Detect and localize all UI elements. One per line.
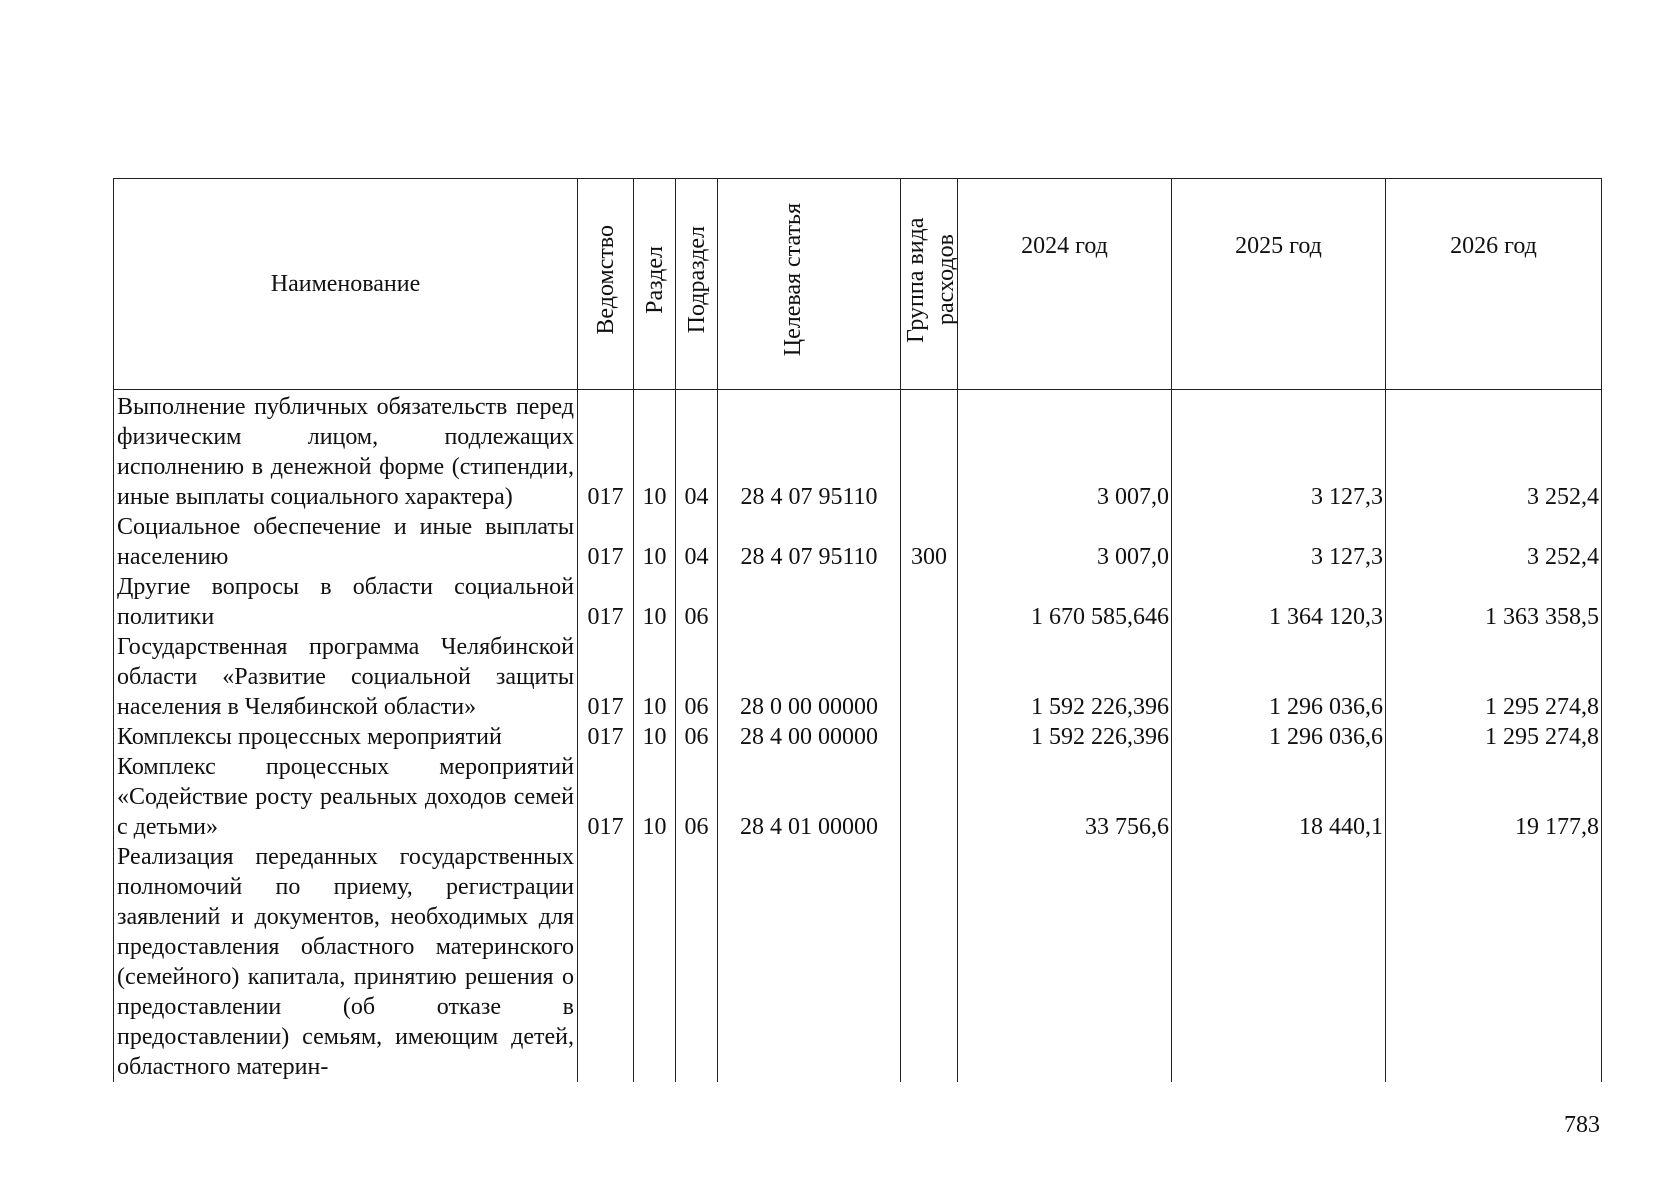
row-value-2025: 1 296 036,6	[1172, 722, 1386, 752]
table-row	[114, 512, 1602, 572]
row-expense-group	[901, 632, 958, 722]
row-expense-group	[901, 842, 958, 1082]
row-value-2025: 18 440,1	[1172, 752, 1386, 842]
header-department-label: Ведомство	[592, 225, 619, 335]
row-value-2025: 1 296 036,6	[1172, 632, 1386, 722]
header-expense-group-label: Группа вида расходов	[903, 217, 959, 343]
row-department: 017	[578, 752, 634, 842]
row-expense-group	[901, 722, 958, 752]
row-target-article: 28 0 00 00000	[718, 632, 901, 722]
row-target-article: 28 4 01 00000	[718, 752, 901, 842]
header-section	[634, 179, 676, 390]
row-name: Комплексы процессных мероприятий	[114, 722, 578, 752]
row-subsection: 06	[676, 632, 718, 722]
row-subsection: 06	[676, 752, 718, 842]
row-subsection: 04	[676, 512, 718, 572]
row-value-2025	[1172, 842, 1386, 1082]
header-year-2026: 2026 год	[1386, 179, 1602, 390]
row-name: Выполнение публичных обязательств перед физическим лицом, подлежащих исполнению в денежной форме (стипендии, иные выплаты социального характера)	[114, 390, 578, 513]
row-department: 017	[578, 632, 634, 722]
row-name: Комплекс процессных мероприятий «Содействие росту реальных доходов семей с детьми»	[114, 752, 578, 842]
row-name: Государственная программа Челябинской области «Развитие социальной защиты населения в Челябинской области»	[114, 632, 578, 722]
table-row	[114, 722, 1602, 752]
row-subsection: 04	[676, 390, 718, 513]
row-value-2025: 1 364 120,3	[1172, 572, 1386, 632]
row-value-2024	[958, 842, 1172, 1082]
row-expense-group	[901, 572, 958, 632]
row-name: Социальное обеспечение и иные выплаты населению	[114, 512, 578, 572]
row-value-2025: 3 127,3	[1172, 512, 1386, 572]
row-value-2026: 1 363 358,5	[1386, 572, 1602, 632]
header-year-2025: 2025 год	[1172, 179, 1386, 390]
row-subsection: 06	[676, 722, 718, 752]
row-expense-group	[901, 390, 958, 513]
row-value-2024: 3 007,0	[958, 390, 1172, 513]
row-department: 017	[578, 722, 634, 752]
row-target-article	[718, 842, 901, 1082]
header-expense-group	[901, 179, 958, 390]
table-row	[114, 572, 1602, 632]
row-value-2026	[1386, 842, 1602, 1082]
row-value-2026: 1 295 274,8	[1386, 632, 1602, 722]
row-expense-group: 300	[901, 512, 958, 572]
table-row	[114, 390, 1602, 513]
row-subsection	[676, 842, 718, 1082]
row-target-article	[718, 572, 901, 632]
row-value-2025: 3 127,3	[1172, 390, 1386, 513]
row-target-article: 28 4 07 95110	[718, 512, 901, 572]
row-value-2024: 1 670 585,646	[958, 572, 1172, 632]
row-section: 10	[634, 390, 676, 513]
row-section: 10	[634, 722, 676, 752]
row-section: 10	[634, 752, 676, 842]
row-expense-group	[901, 752, 958, 842]
row-name: Другие вопросы в области социальной политики	[114, 572, 578, 632]
header-year-2024: 2024 год	[958, 179, 1172, 390]
row-value-2026: 3 252,4	[1386, 512, 1602, 572]
header-subsection	[676, 179, 718, 390]
row-department: 017	[578, 572, 634, 632]
table-header-row	[114, 179, 1602, 390]
row-value-2026: 1 295 274,8	[1386, 722, 1602, 752]
table-row	[114, 752, 1602, 842]
header-subsection-label: Подраздел	[683, 226, 710, 334]
row-value-2024: 3 007,0	[958, 512, 1172, 572]
header-target-article	[718, 179, 901, 390]
row-value-2024: 1 592 226,396	[958, 632, 1172, 722]
row-section	[634, 842, 676, 1082]
table-row	[114, 842, 1602, 1082]
table-row	[114, 632, 1602, 722]
row-name: Реализация переданных государственных полномочий по приему, регистрации заявлений и документов, необходимых для предоставления областного материнского (семейного) капитала, принятию решения о предоставлении (об отказе в предоставлении) семьям, имеющим детей, областного материн-	[114, 842, 578, 1082]
row-value-2024: 1 592 226,396	[958, 722, 1172, 752]
budget-table	[113, 178, 1602, 1082]
row-section: 10	[634, 572, 676, 632]
budget-table-sheet	[113, 178, 1601, 1082]
row-target-article: 28 4 00 00000	[718, 722, 901, 752]
row-target-article: 28 4 07 95110	[718, 390, 901, 513]
row-section: 10	[634, 632, 676, 722]
header-section-label: Раздел	[641, 246, 668, 314]
header-name: Наименование	[114, 179, 578, 390]
row-subsection: 06	[676, 572, 718, 632]
row-department: 017	[578, 512, 634, 572]
row-value-2024: 33 756,6	[958, 752, 1172, 842]
row-department: 017	[578, 390, 634, 513]
row-value-2026: 19 177,8	[1386, 752, 1602, 842]
header-target-article-label: Целевая статья	[780, 203, 806, 357]
row-value-2026: 3 252,4	[1386, 390, 1602, 513]
row-section: 10	[634, 512, 676, 572]
header-department	[578, 179, 634, 390]
page-number: 783	[1564, 1112, 1600, 1138]
row-department	[578, 842, 634, 1082]
